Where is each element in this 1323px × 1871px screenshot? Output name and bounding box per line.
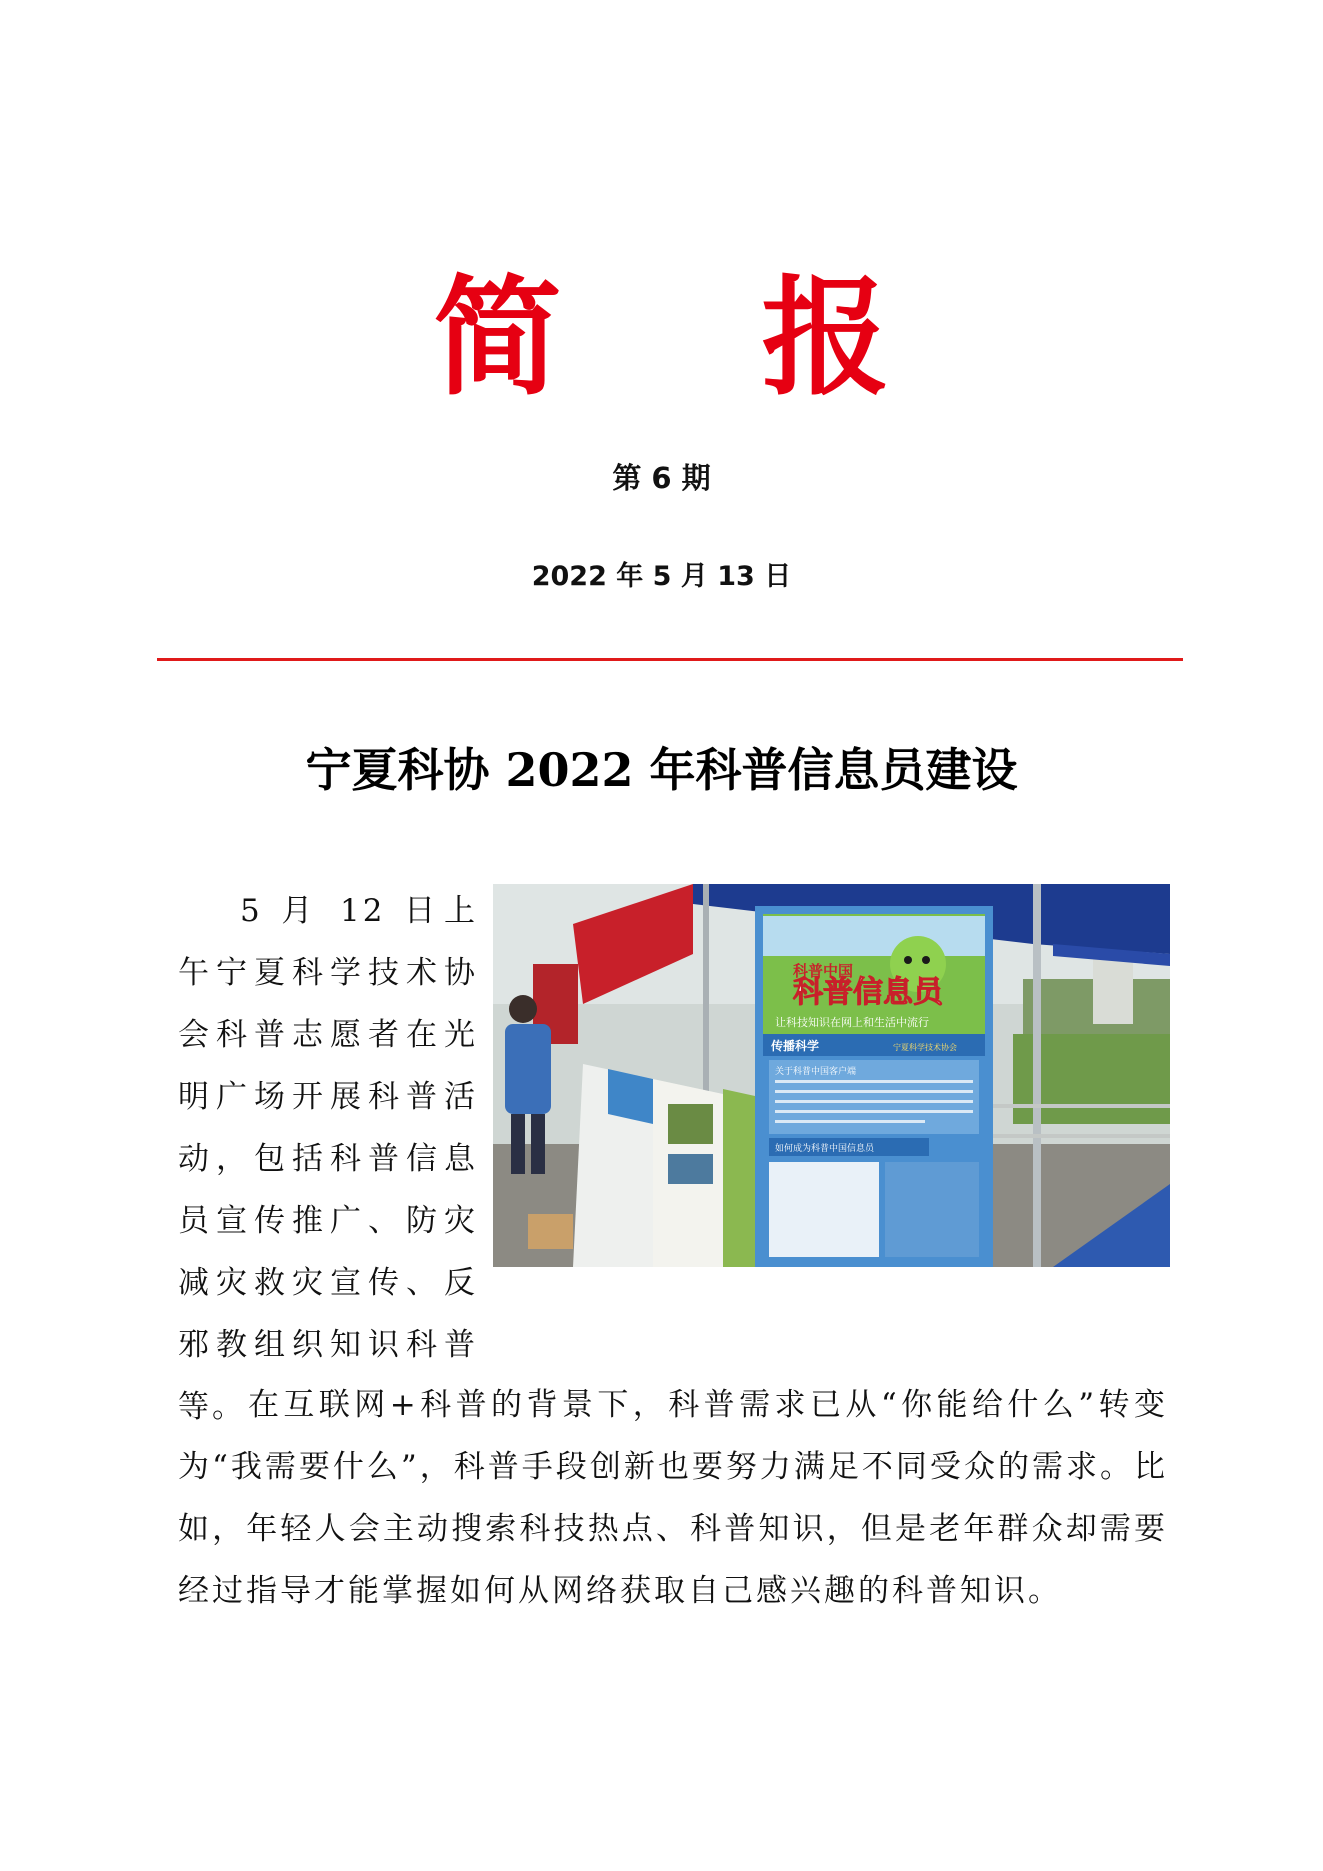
masthead-char-bao: 报 [761, 263, 890, 413]
masthead [0, 263, 1323, 413]
poster-org: 宁夏科学技术协会 [893, 1043, 957, 1052]
poster-section-1: 传播科学 [771, 1039, 820, 1053]
poster-section-3: 如何成为科普中国信息员 [775, 1144, 875, 1154]
publication-date: 2022 年 5 月 13 日 [531, 561, 792, 592]
masthead-char-jian: 简 [433, 263, 562, 413]
poster-brand: 科普中国 [793, 962, 854, 980]
event-photo [493, 884, 1170, 1267]
issue-number: 第 6 期 [612, 461, 711, 495]
article-title: 宁夏科协 2022 年科普信息员建设 [305, 743, 1018, 797]
poster-slogan: 让科技知识在网上和生活中流行 [775, 1016, 929, 1029]
poster-title: 科普信息员 [793, 975, 943, 1010]
article-paragraph-1: 5 月 12 日上午宁夏科学技术协会科普志愿者在光明广场开展科普活动，包括科普信息员宣传推广、防灾减灾救灾宣传、反邪教组织知识科普等。 [178, 893, 478, 1425]
poster-section-2: 关于科普中国客户端 [775, 1067, 857, 1077]
article-paragraph-2: 在互联网+科普的背景下，科普需求已从“你能给什么”转变为“我需要什么”，科普手段创新也要努力满足不同受众的需求。比如，年轻人会主动搜索科技热点、科普知识，但是老年群众却需要经过指导才能掌握如何从网络获取自己感兴趣的科普知识。 [178, 1387, 1168, 1609]
red-divider-line [157, 658, 1183, 661]
